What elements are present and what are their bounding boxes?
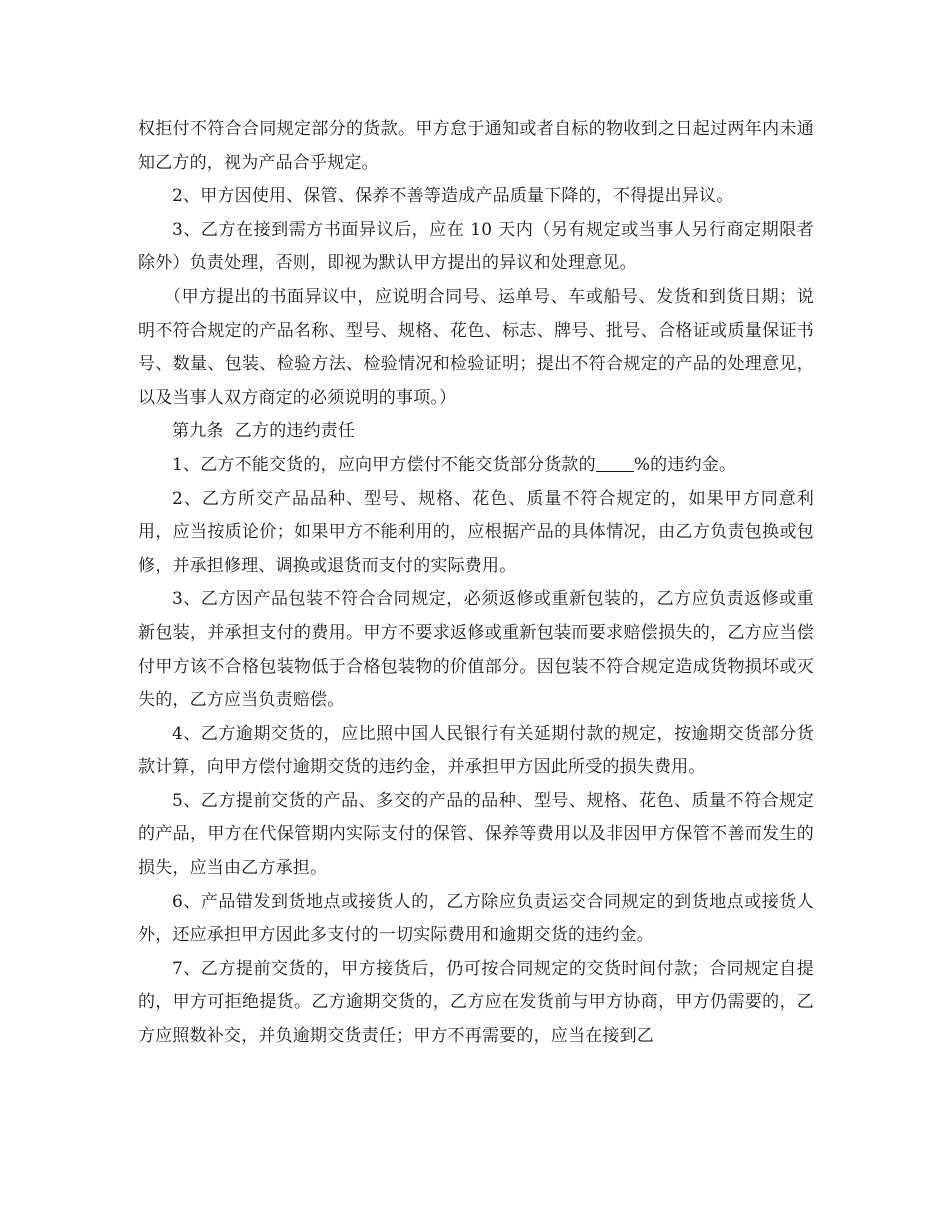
item-1-text-before: 1、乙方不能交货的，应向甲方偿付不能交货部分货款的 xyxy=(172,454,596,475)
paragraph-item-1 xyxy=(138,449,814,483)
document-body xyxy=(138,113,814,1054)
item-1-text-after: %的违约金。 xyxy=(633,454,737,475)
paragraph-item-2-quality: 2、乙方所交产品品种、型号、规格、花色、质量不符合规定的，如果甲方同意利用，应当按质论价；如果甲方不能利用的，应根据产品的具体情况，由乙方负责包换或包修，并承担修理、调换或退货而支付的实际费用。 xyxy=(138,488,814,576)
paragraph-item-6-misdelivery: 6、产品错发到货地点或接货人的，乙方除应负责运交合同规定的到货地点或接货人外，还应承担甲方因此多支付的一切实际费用和逾期交货的违约金。 xyxy=(138,891,814,946)
paragraph-item-7: 7、乙方提前交货的，甲方接货后，仍可按合同规定的交货时间付款；合同规定自提的，甲方可拒绝提货。乙方逾期交货的，乙方应在发货前与甲方协商，甲方仍需要的，乙方应照数补交，并负逾期交货责任；甲方不再需要的，应当在接到乙 xyxy=(138,958,814,1047)
paragraph-item-4-late-delivery: 4、乙方逾期交货的，应比照中国人民银行有关延期付款的规定，按逾期交货部分货款计算，向甲方偿付逾期交货的违约金，并承担甲方因此所受的损失费用。 xyxy=(138,723,814,778)
paragraph-item-5-early-delivery: 5、乙方提前交货的产品、多交的产品的品种、型号、规格、花色、质量不符合规定的产品，甲方在代保管期内实际支付的保管、保养等费用以及非因甲方保管不善而发生的损失，应当由乙方承担。 xyxy=(138,790,814,879)
paragraph-note: （甲方提出的书面异议中，应说明合同号、运单号、车或船号、发货和到货日期；说明不符合规定的产品名称、型号、规格、花色、标志、牌号、批号、合格证或质量保证书号、数量、包装、检验方法、检验情况和检验证明；提出不符合规定的产品的处理意见，以及当事人双方商定的必须说明的事项。） xyxy=(138,286,814,408)
paragraph-item-2: 2、甲方因使用、保管、保养不善等造成产品质量下降的，不得提出异议。 xyxy=(172,186,734,207)
section-heading-article-9: 第九条 乙方的违约责任 xyxy=(172,421,356,442)
fill-in-blank xyxy=(596,454,634,472)
paragraph-item-3: 3、乙方在接到需方书面异议后，应在 10 天内（另有规定或当事人另行商定期限者除外）负责处理，否则，即视为默认甲方提出的异议和处理意见。 xyxy=(138,219,814,274)
paragraph-item-3-packaging: 3、乙方因产品包装不符合合同规定，必须返修或重新包装的，乙方应负责返修或重新包装，并承担支付的费用。甲方不要求返修或重新包装而要求赔偿损失的，乙方应当偿付甲方该不合格包装物低于合格包装物的价值部分。因包装不符合规定造成货物损坏或灭失的，乙方应当负责赔偿。 xyxy=(138,589,814,711)
paragraph-continuation: 权拒付不符合合同规定部分的货款。甲方怠于通知或者自标的物收到之日起过两年内未通知乙方的，视为产品合乎规定。 xyxy=(138,119,814,173)
